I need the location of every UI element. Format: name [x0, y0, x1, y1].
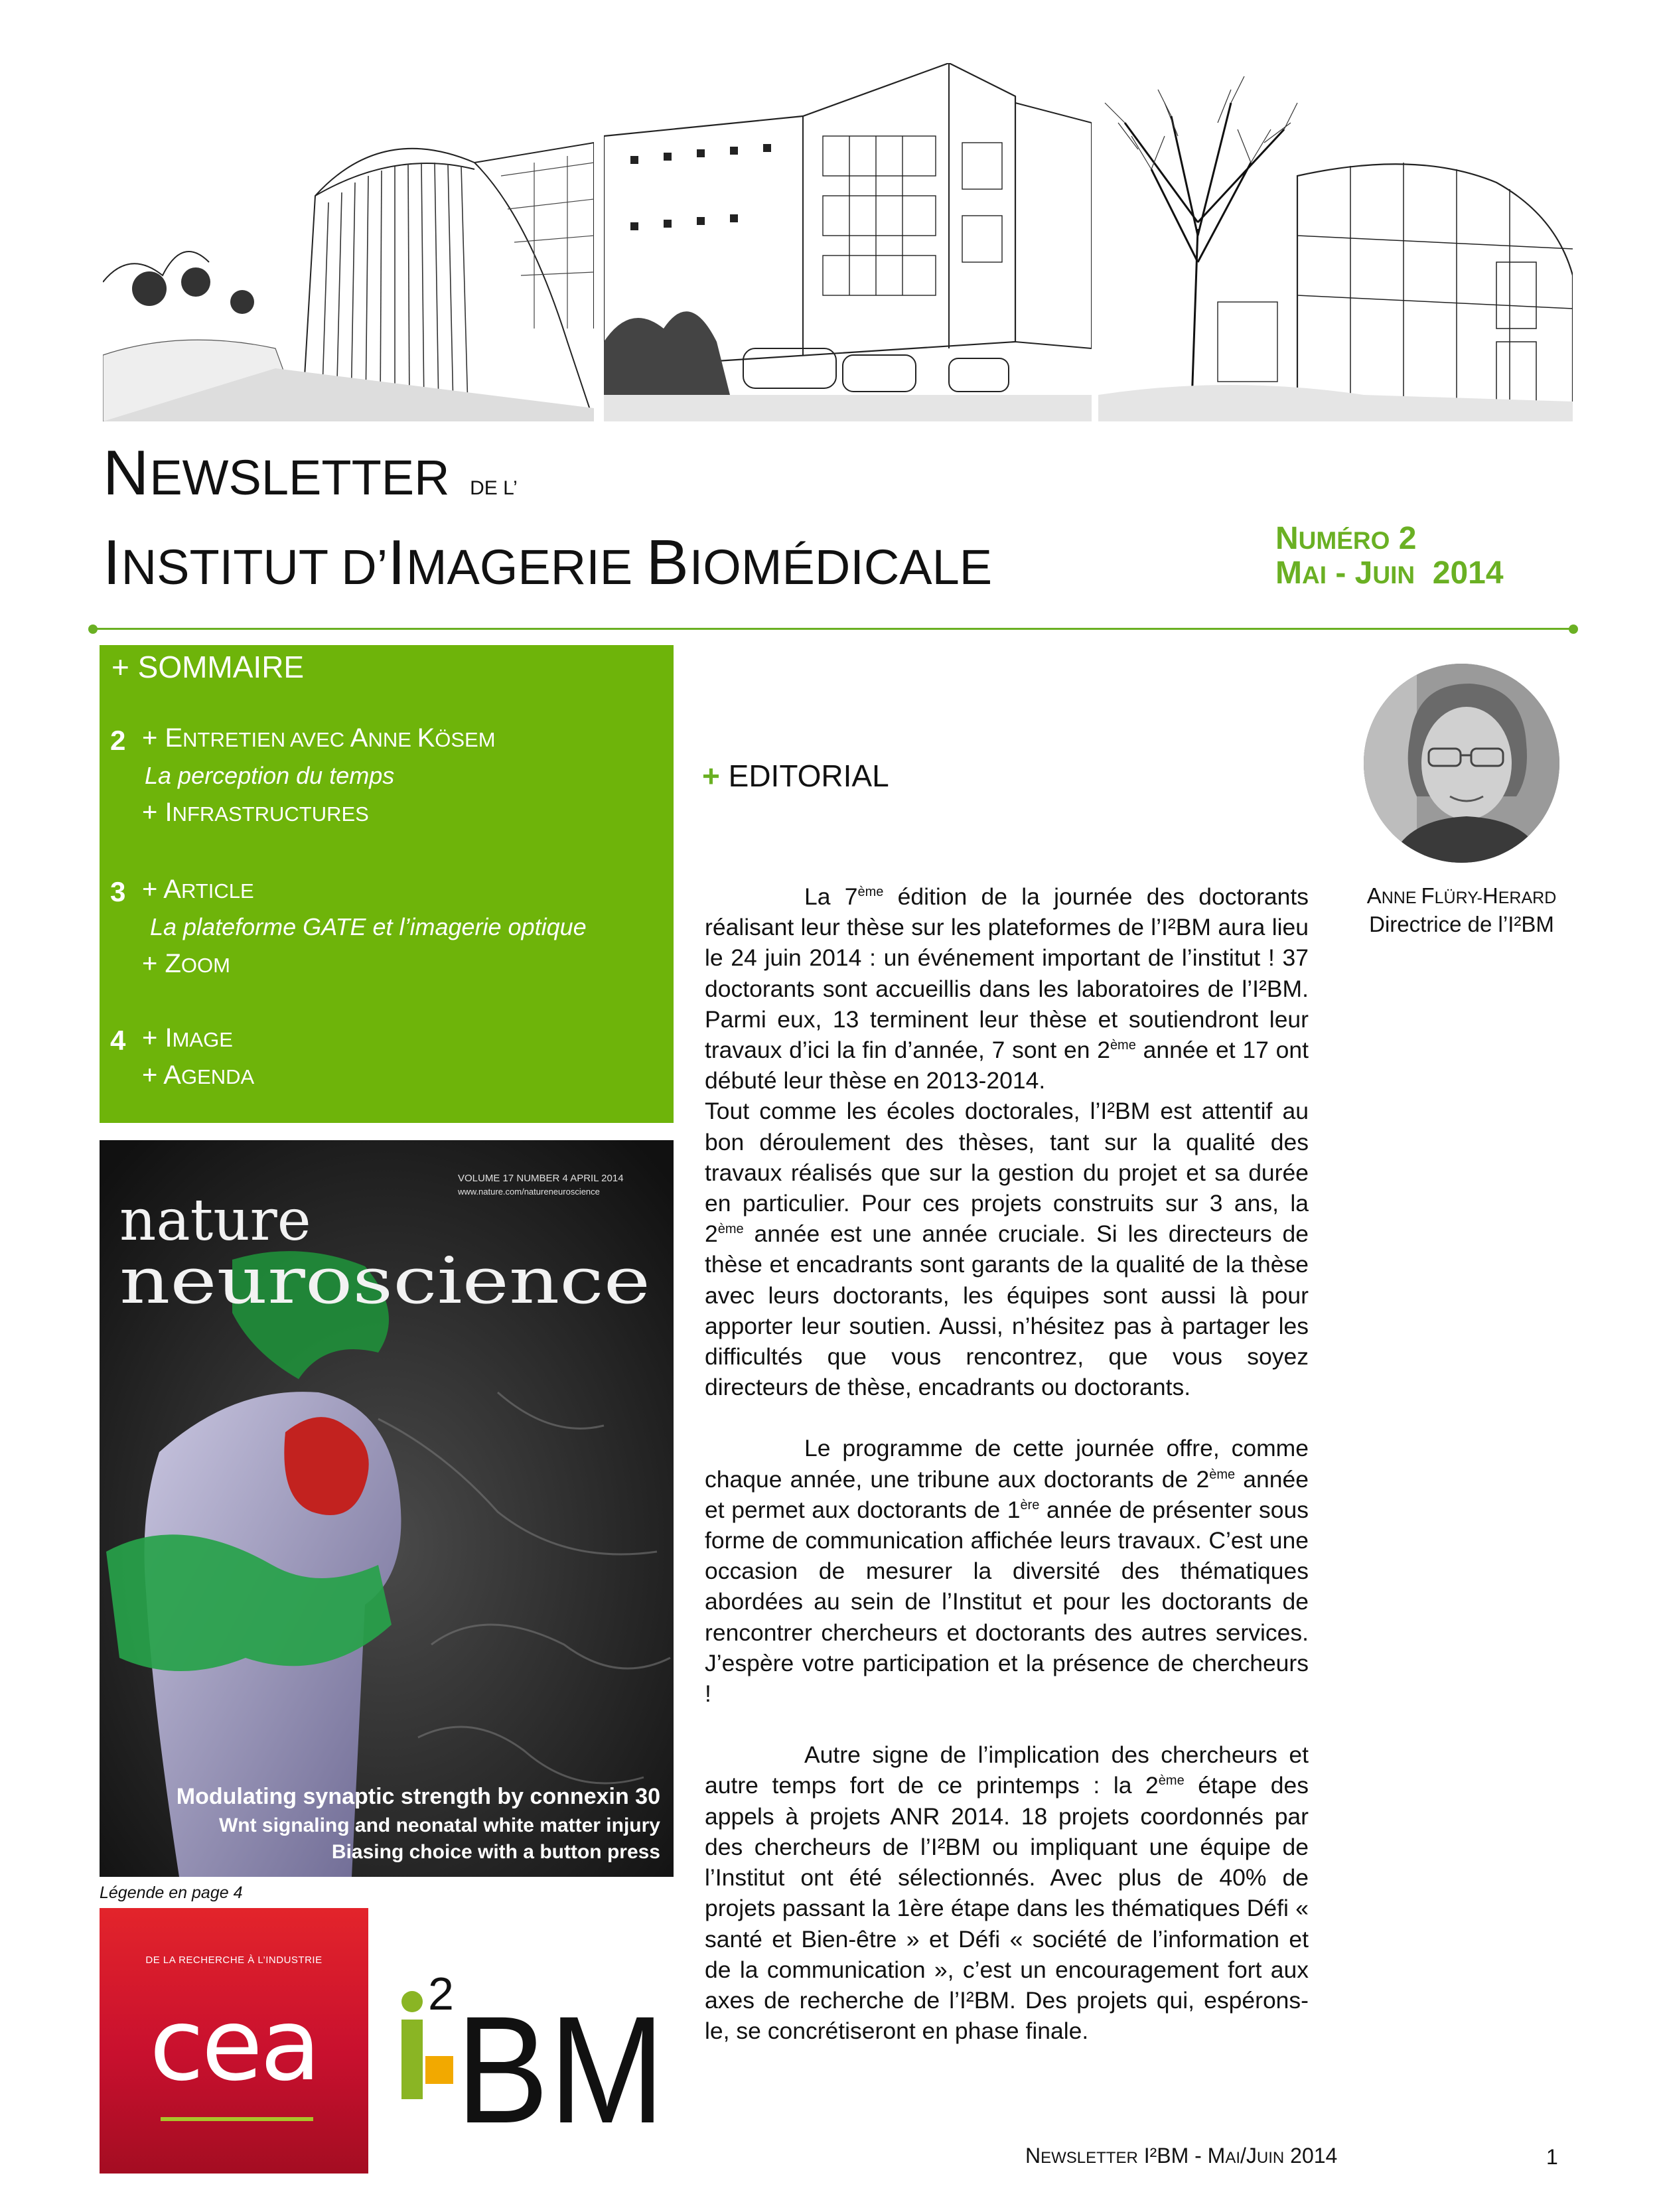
cea-tagline: DE LA RECHERCHE À L’INDUSTRIE — [145, 1954, 323, 1966]
cover-brand-neuroscience: neuroscience — [119, 1244, 650, 1318]
author-role: Directrice de l’I²BM — [1369, 912, 1554, 936]
summary-item-article[interactable]: + ARTICLE — [142, 875, 254, 904]
summary-item-infrastructures[interactable]: + INFRASTRUCTURES — [142, 798, 369, 827]
cover-headline-2: Wnt signaling and neonatal white matter injury — [218, 1814, 660, 1836]
cover-brand-nature: nature — [119, 1187, 311, 1254]
author-portrait — [1364, 664, 1559, 863]
header-photo-tree-building — [1098, 63, 1573, 421]
cea-logo — [100, 1908, 368, 2174]
editorial-paragraph-1: La 7ème édition de la journée des doctorants réalisant leur thèse sur les plateformes de l’I²BM aura lieu le 24 juin 2014 : un événement important de l’institut ! 37 doctorants sont accueillis dans les laboratoires de l’I²BM. Parmi eux, 13 terminent leur thèse et soutiendront leur travaux d’ici la fin d’année, 7 sont en 2ème année et 17 ont débuté leur thèse en 2013-2014. Tout comme les écoles doctorales, l’I²BM est attentif au bon déroulement des thèses, tant sur la qualité des travaux réalisés que sur la gestion du projet et sa durée en particulier. Pour ces projets construits sur 3 ans, la 2ème année est une année cruciale. Si les directeurs de thèse et encadrants sont garants de la qualité de la thèse avec leurs doctorants, les équipes sont aussi là pour apporter leur soutien. Aussi, n’hésitez pas à partager les difficultés que vous rencontrez, que vous soyez directeurs de thèse, encadrants ou doctorants. — [705, 883, 1309, 1401]
summary-page-4: 4 — [110, 1025, 126, 1056]
cover-caption: Légende en page 4 — [100, 1883, 243, 1902]
cea-green-bar — [161, 2117, 313, 2121]
editorial-paragraph-2: Le programme de cette journée offre, comme chaque année, une tribune aux doctorants de 2ème année et permet aux doctorants de 1ère année de présenter sous forme de communication affichée leurs travaux. C’est une occasion de mesurer la diversité des thématiques abordées au sein de l’Institut et pour les doctorants de rencontrer chercheurs et doctorants des autres services. J’espère votre participation et la présence de chercheurs ! — [705, 1435, 1309, 1708]
header-divider — [93, 628, 1573, 630]
cea-wordmark: cea — [149, 1988, 319, 2103]
newsletter-title-line1: NEWSLETTER DE L’ — [103, 437, 518, 508]
summary-sub-article: La plateforme GATE et l’imagerie optique — [150, 913, 587, 940]
i2bm-superscript: 2 — [428, 1968, 454, 2020]
header-photo-office-building — [604, 63, 1092, 421]
cover-url: www.nature.com/natureneuroscience — [458, 1187, 600, 1197]
editorial-heading: + EDITORIAL — [702, 759, 889, 793]
cover-volume: VOLUME 17 NUMBER 4 APRIL 2014 — [458, 1173, 624, 1184]
editorial-body — [705, 881, 1309, 2046]
editorial-paragraph-3: Autre signe de l’implication des chercheurs et autre temps fort de ce printemps : la 2ème étape des appels à projets ANR 2014. 18 projets coordonnés par des chercheurs de l’I²BM ou impliquant une équipe de l’Institut ont été sélectionnés. Avec plus de 40% de projets passant la 1ère étape dans les thématiques Défi « santé et Bien-être » et Défi « société de l’information et de la communication », c’est un encouragement fort aux axes de recherche de l’I²BM. Des projets qui, espérons-le, se concrétiseront en phase finale. — [705, 1741, 1309, 2045]
i2bm-dot — [401, 1991, 423, 2012]
cover-headline-1: Modulating synaptic strength by connexin 30 — [176, 1784, 660, 1809]
author-caption — [1287, 883, 1636, 938]
summary-item-zoom[interactable]: + ZOOM — [142, 949, 230, 978]
author-name: ANNE FLÜRY-HERARD — [1366, 883, 1557, 908]
summary-sub-interview: La perception du temps — [145, 762, 395, 789]
summary-page-3: 3 — [110, 876, 126, 907]
summary-item-interview[interactable]: + ENTRETIEN AVEC ANNE KÖSEM — [142, 723, 496, 753]
summary-title: + SOMMAIRE — [111, 650, 305, 684]
divider-dot-right — [1569, 625, 1578, 634]
summary-box — [100, 645, 674, 1123]
footer-label: NEWSLETTER I²BM - MAI/JUIN 2014 — [1025, 2144, 1338, 2168]
i2bm-square — [425, 2056, 453, 2084]
cover-headline-3: Biasing choice with a button press — [331, 1841, 660, 1863]
nature-neuroscience-cover — [100, 1140, 674, 1877]
summary-item-agenda[interactable]: + AGENDA — [142, 1061, 255, 1090]
header-photo-curved-building — [103, 63, 594, 421]
i2bm-stem — [401, 2020, 423, 2099]
newsletter-title-line2: INSTITUT D’IMAGERIE BIOMÉDICALE — [103, 527, 993, 598]
summary-page-2: 2 — [110, 725, 126, 756]
i2bm-wordmark: BM — [456, 1984, 665, 2129]
issue-date: MAI - JUIN 2014 — [1275, 555, 1504, 591]
page-number: 1 — [1546, 2145, 1558, 2169]
i2bm-logo — [395, 1956, 667, 2129]
divider-dot-left — [88, 625, 98, 634]
summary-item-image[interactable]: + IMAGE — [142, 1023, 233, 1053]
issue-number: NUMÉRO 2 — [1275, 521, 1417, 556]
